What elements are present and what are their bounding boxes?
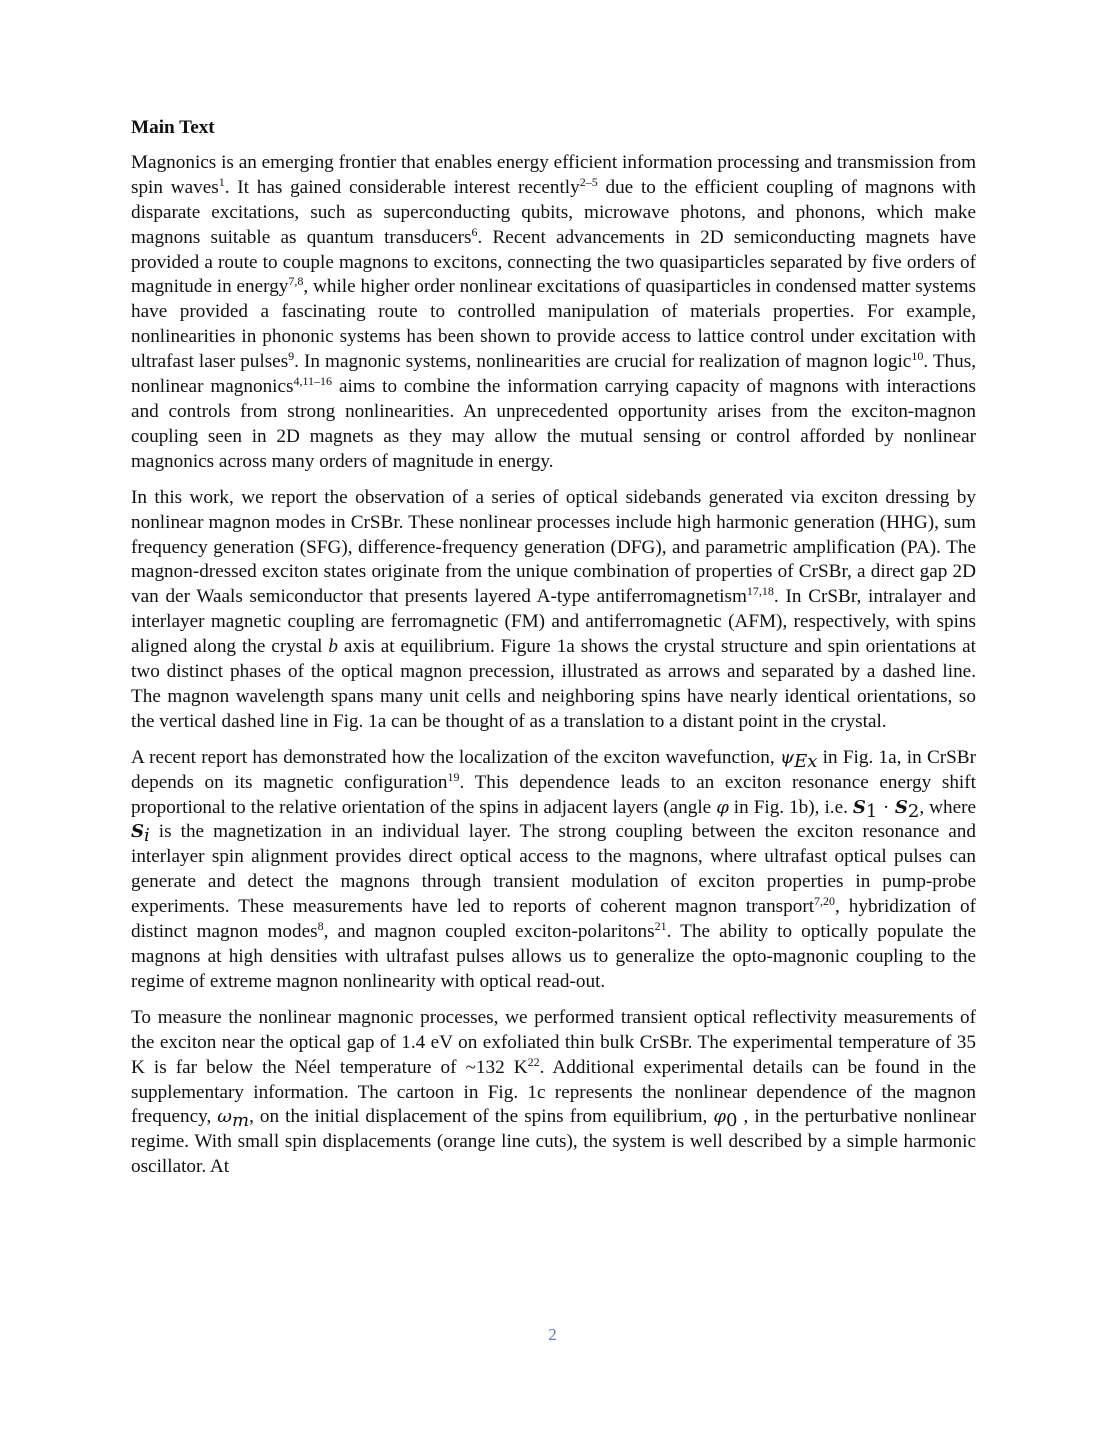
paragraph-3: A recent report has demonstrated how the localization of the exciton wavefunction, $\psi_{Ex}$ in Fig. 1a, in CrSBr depends on its magnetic configuration$^{19}$. This dependence leads to an exciton resonance energy shift proportional to the relative orientation of the spins in adjacent layers (angle φ in Fig. 1b), i.e. $S_1 \cdot S_2$, where $S_i$ is the magnetization in an individual layer. The strong coupling between the exciton resonance and interlayer spin alignment provides direct optical access to the magnons, where ultrafast optical pulses can generate and detect the magnons through transient modulation of exciton properties in pump-probe experiments. These measurements have led to reports of coherent magnon transport$^{7,20}$, hybridization of distinct magnon modes$^8$, and magnon coupled exciton-polaritons$^{21}$. The ability to optically populate the magnons at high densities with ultrafast pulses allows us to generalize the opto-magnonic coupling to the regime of extreme magnon nonlinearity with optical read-out. xyxy=(131,746,977,992)
citation[interactable]: 21 xyxy=(654,919,667,934)
paragraph-2: In this work, we report the observation of a series of optical sidebands generated via exciton dressing by nonlinear magnon modes in CrSBr. These nonlinear processes include high harmonic generation (HHG), sum frequency generation (SFG), difference-frequency generation (DFG), and parametric amplification (PA). The magnon-dressed exciton states originate from the unique combination of properties of CrSBr, a direct gap 2D van der Waals semiconductor that presents layered A-type antiferromagnetism$^{17,18}$. In CrSBr, intralayer and interlayer magnetic coupling are ferromagnetic (FM) and antiferromagnetic (AFM), respectively, with spins aligned along the crystal b axis at equilibrium. Figure 1a shows the crystal structure and spin orientations at two distinct phases of the optical magnon precession, illustrated as arrows and separated by a dashed line. The magnon wavelength spans many unit cells and neighboring spins have nearly identical orientations, so the vertical dashed line in Fig. 1a can be thought of as a translation to a distant point in the crystal. xyxy=(131,486,976,732)
main-text-section xyxy=(131,116,976,1191)
paragraph-4: To measure the nonlinear magnonic processes, we performed transient optical reflectivity measurements of the exciton near the optical gap of 1.4 eV on exfoliated thin bulk CrSBr. The experimental temperature of 35 K is far below the Néel temperature of ~132 $K^{22}$. Additional experimental details can be found in the supplementary information. The cartoon in Fig. 1c represents the nonlinear dependence of the magnon frequency, $\omega_m$, on the initial displacement of the spins from equilibrium, $\varphi_0$ , in the perturbative nonlinear regime. With small spin displacements (orange line cuts), the system is well described by a simple harmonic oscillator. At xyxy=(131,1006,977,1178)
citation[interactable]: 4,11–16 xyxy=(293,374,333,389)
citation[interactable]: 7,8 xyxy=(288,274,304,289)
psi-symbol: ψ xyxy=(779,746,795,768)
citation[interactable]: 2–5 xyxy=(579,174,598,189)
citation[interactable]: 6 xyxy=(471,224,478,239)
section-heading: Main Text xyxy=(131,117,215,138)
citation[interactable]: 10 xyxy=(911,349,924,364)
spin-symbol: S xyxy=(131,821,144,843)
spin-symbol: S xyxy=(852,796,866,818)
citation[interactable]: 8 xyxy=(317,919,324,934)
citation[interactable]: 19 xyxy=(447,769,460,784)
citation[interactable]: 7,20 xyxy=(814,894,836,909)
phi-symbol: φ xyxy=(716,796,729,818)
citation[interactable]: 1 xyxy=(218,174,225,189)
citation[interactable]: 9 xyxy=(288,349,295,364)
phi-symbol: φ xyxy=(713,1106,727,1128)
paragraph-1: Magnonics is an emerging frontier that enables energy efficient information processing and transmission from spin waves$^1$. It has gained considerable interest recently$^{2-5}$ due to the efficient coupling of magnons with disparate excitations, such as superconducting qubits, microwave photons, and phonons, which make magnons suitable as quantum transducers$^6$. Recent advancements in 2D semiconducting magnets have provided a route to couple magnons to excitons, connecting the two quasiparticles separated by five orders of magnitude in energy$^{7,8}$, while higher order nonlinear excitations of quasiparticles in condensed matter systems have provided a fascinating route to controlled manipulation of materials properties. For example, nonlinearities in phononic systems has been shown to provide access to lattice control under excitation with ultrafast laser pulses$^9$. In magnonic systems, nonlinearities are crucial for realization of magnon logic$^{10}$. Thus, nonlinear magnonics$^{4,11-16}$ aims to combine the information carrying capacity of magnons with interactions and controls from strong nonlinearities. An unprecedented opportunity arises from the exciton-magnon coupling seen in 2D magnets as they may allow the mutual sensing or control afforded by nonlinear magnonics across many orders of magnitude in energy. xyxy=(131,151,977,472)
page-number: 2 xyxy=(548,1325,557,1344)
spin-symbol: S xyxy=(894,796,908,818)
omega-symbol: ω xyxy=(217,1106,232,1128)
citation[interactable]: 17,18 xyxy=(746,584,774,599)
citation[interactable]: 22 xyxy=(527,1054,540,1069)
axis-symbol: b xyxy=(328,636,338,658)
